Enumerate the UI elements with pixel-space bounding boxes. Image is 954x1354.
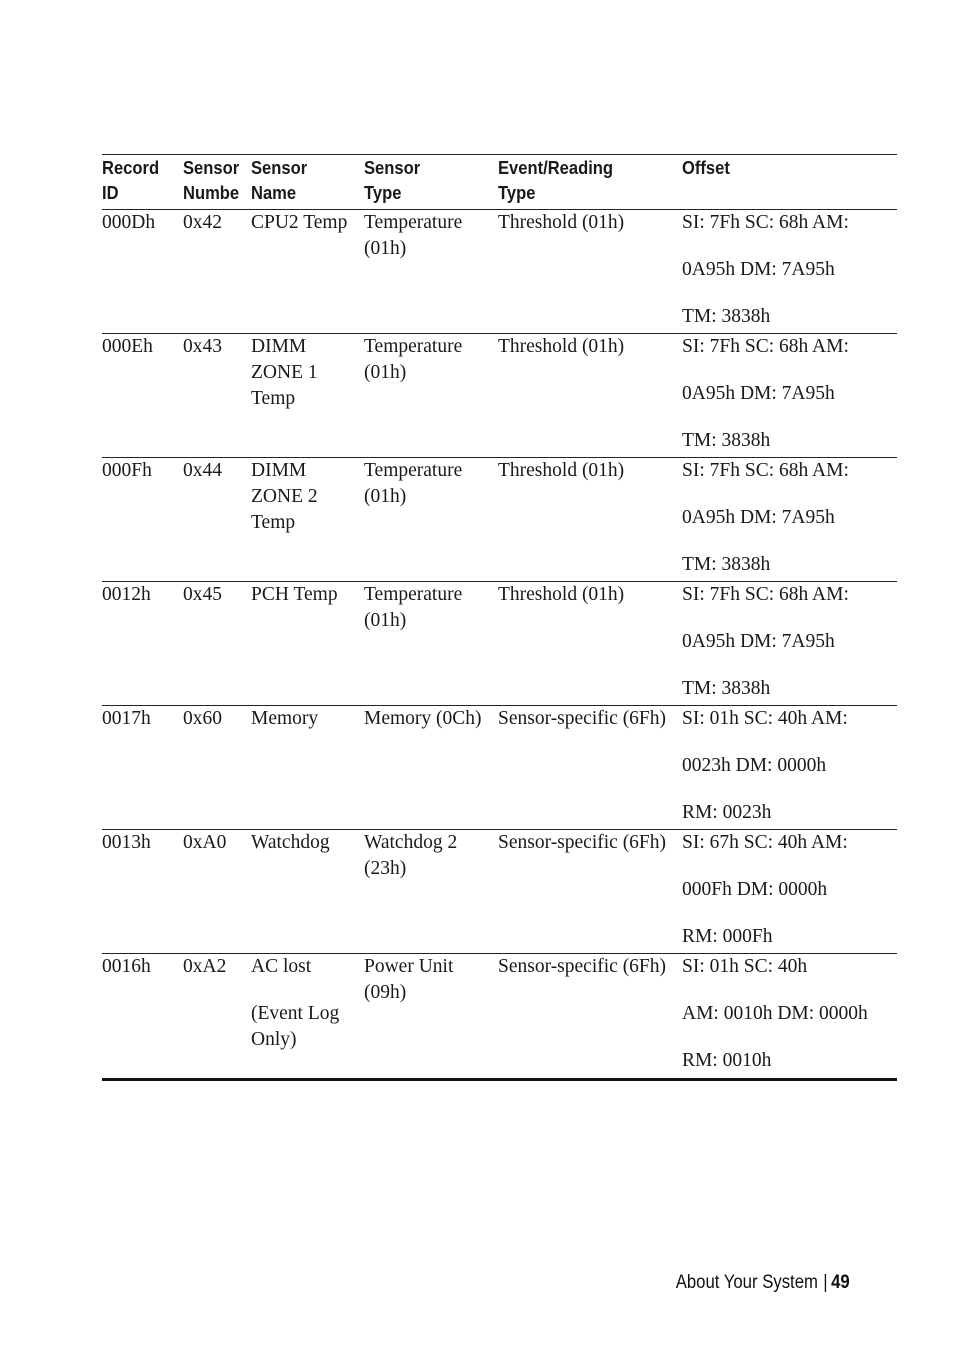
table-header-row bbox=[102, 155, 897, 210]
cell-event-reading-type: Threshold (01h) bbox=[498, 582, 682, 706]
cell-sensor-type: Memory (0Ch) bbox=[364, 706, 498, 830]
cell-event-reading-type: Threshold (01h) bbox=[498, 458, 682, 582]
offset-line: RM: 0010h bbox=[682, 1050, 772, 1071]
cell-offset bbox=[682, 582, 897, 706]
cell-offset bbox=[682, 830, 897, 954]
offset-line: 0A95h DM: 7A95h bbox=[682, 507, 835, 528]
cell-sensor-number: 0xA2 bbox=[183, 954, 251, 1080]
header-sensor-name: Sensor Name bbox=[251, 155, 355, 210]
header-offset: Offset bbox=[682, 155, 880, 210]
cell-sensor-number: 0x60 bbox=[183, 706, 251, 830]
table-row bbox=[102, 582, 897, 706]
page-footer bbox=[676, 1272, 850, 1294]
header-sensor-type: Sensor Type bbox=[364, 155, 487, 210]
cell-offset bbox=[682, 334, 897, 458]
cell-sensor-type: Temperature (01h) bbox=[364, 210, 498, 334]
offset-line: SI: 7Fh SC: 68h AM: bbox=[682, 212, 849, 233]
cell-sensor-number: 0x45 bbox=[183, 582, 251, 706]
sensor-name-line: PCH Temp bbox=[251, 584, 338, 605]
cell-sensor-number: 0xA0 bbox=[183, 830, 251, 954]
cell-sensor-number: 0x44 bbox=[183, 458, 251, 582]
offset-line: SI: 7Fh SC: 68h AM: bbox=[682, 336, 849, 357]
offset-line: 0A95h DM: 7A95h bbox=[682, 259, 835, 280]
header-record-id: Record ID bbox=[102, 155, 177, 210]
cell-offset bbox=[682, 954, 897, 1080]
offset-line: RM: 000Fh bbox=[682, 926, 773, 947]
sensor-name-line: AC lost bbox=[251, 956, 312, 977]
offset-line: TM: 3838h bbox=[682, 306, 771, 327]
table-row bbox=[102, 954, 897, 1080]
cell-record-id: 0016h bbox=[102, 954, 183, 1080]
footer-separator: | bbox=[823, 1272, 828, 1293]
offset-line: SI: 7Fh SC: 68h AM: bbox=[682, 584, 849, 605]
cell-sensor-name bbox=[251, 458, 364, 582]
offset-line: TM: 3838h bbox=[682, 678, 771, 699]
offset-line: RM: 0023h bbox=[682, 802, 772, 823]
table-body bbox=[102, 210, 897, 1080]
table-row bbox=[102, 458, 897, 582]
cell-event-reading-type: Sensor-specific (6Fh) bbox=[498, 954, 682, 1080]
cell-sensor-type: Power Unit (09h) bbox=[364, 954, 498, 1080]
offset-line: TM: 3838h bbox=[682, 430, 771, 451]
cell-sensor-type: Temperature (01h) bbox=[364, 334, 498, 458]
cell-sensor-name bbox=[251, 210, 364, 334]
table-row bbox=[102, 210, 897, 334]
offset-line: 0A95h DM: 7A95h bbox=[682, 383, 835, 404]
offset-line: SI: 7Fh SC: 68h AM: bbox=[682, 460, 849, 481]
sensor-name-line: DIMM ZONE 2 Temp bbox=[251, 460, 318, 533]
offset-line: SI: 01h SC: 40h bbox=[682, 956, 808, 977]
offset-line: AM: 0010h DM: 0000h bbox=[682, 1003, 868, 1024]
sensor-name-line: DIMM ZONE 1 Temp bbox=[251, 336, 318, 409]
sensor-name-line: CPU2 Temp bbox=[251, 212, 348, 233]
table-row bbox=[102, 706, 897, 830]
offset-line: SI: 67h SC: 40h AM: bbox=[682, 832, 848, 853]
header-sensor-number: Sensor Numbe bbox=[183, 155, 246, 210]
offset-line: TM: 3838h bbox=[682, 554, 771, 575]
cell-sensor-name bbox=[251, 830, 364, 954]
name-spacer bbox=[251, 980, 364, 1001]
table-row bbox=[102, 334, 897, 458]
cell-sensor-name bbox=[251, 954, 364, 1080]
sensor-table bbox=[102, 154, 897, 1081]
cell-sensor-name bbox=[251, 582, 364, 706]
sensor-name-line: (Event Log Only) bbox=[251, 1003, 340, 1050]
footer-section-title: About Your System bbox=[676, 1272, 819, 1293]
cell-record-id: 000Fh bbox=[102, 458, 183, 582]
cell-offset bbox=[682, 210, 897, 334]
header-event-reading-type: Event/Reading Type bbox=[498, 155, 667, 210]
sensor-name-line: Watchdog bbox=[251, 832, 330, 853]
cell-event-reading-type: Sensor-specific (6Fh) bbox=[498, 706, 682, 830]
cell-record-id: 0013h bbox=[102, 830, 183, 954]
cell-event-reading-type: Sensor-specific (6Fh) bbox=[498, 830, 682, 954]
cell-sensor-name bbox=[251, 706, 364, 830]
cell-record-id: 000Dh bbox=[102, 210, 183, 334]
table-row bbox=[102, 830, 897, 954]
cell-record-id: 000Eh bbox=[102, 334, 183, 458]
cell-offset bbox=[682, 458, 897, 582]
cell-offset bbox=[682, 706, 897, 830]
cell-sensor-type: Temperature (01h) bbox=[364, 582, 498, 706]
cell-record-id: 0017h bbox=[102, 706, 183, 830]
offset-line: 000Fh DM: 0000h bbox=[682, 879, 828, 900]
cell-sensor-type: Temperature (01h) bbox=[364, 458, 498, 582]
cell-event-reading-type: Threshold (01h) bbox=[498, 334, 682, 458]
cell-sensor-number: 0x43 bbox=[183, 334, 251, 458]
cell-sensor-name bbox=[251, 334, 364, 458]
cell-record-id: 0012h bbox=[102, 582, 183, 706]
page-number: 49 bbox=[831, 1272, 850, 1293]
cell-event-reading-type: Threshold (01h) bbox=[498, 210, 682, 334]
offset-line: 0A95h DM: 7A95h bbox=[682, 631, 835, 652]
cell-sensor-type: Watchdog 2 (23h) bbox=[364, 830, 498, 954]
offset-line: 0023h DM: 0000h bbox=[682, 755, 827, 776]
sensor-name-line: Memory bbox=[251, 708, 319, 729]
cell-sensor-number: 0x42 bbox=[183, 210, 251, 334]
offset-line: SI: 01h SC: 40h AM: bbox=[682, 708, 848, 729]
